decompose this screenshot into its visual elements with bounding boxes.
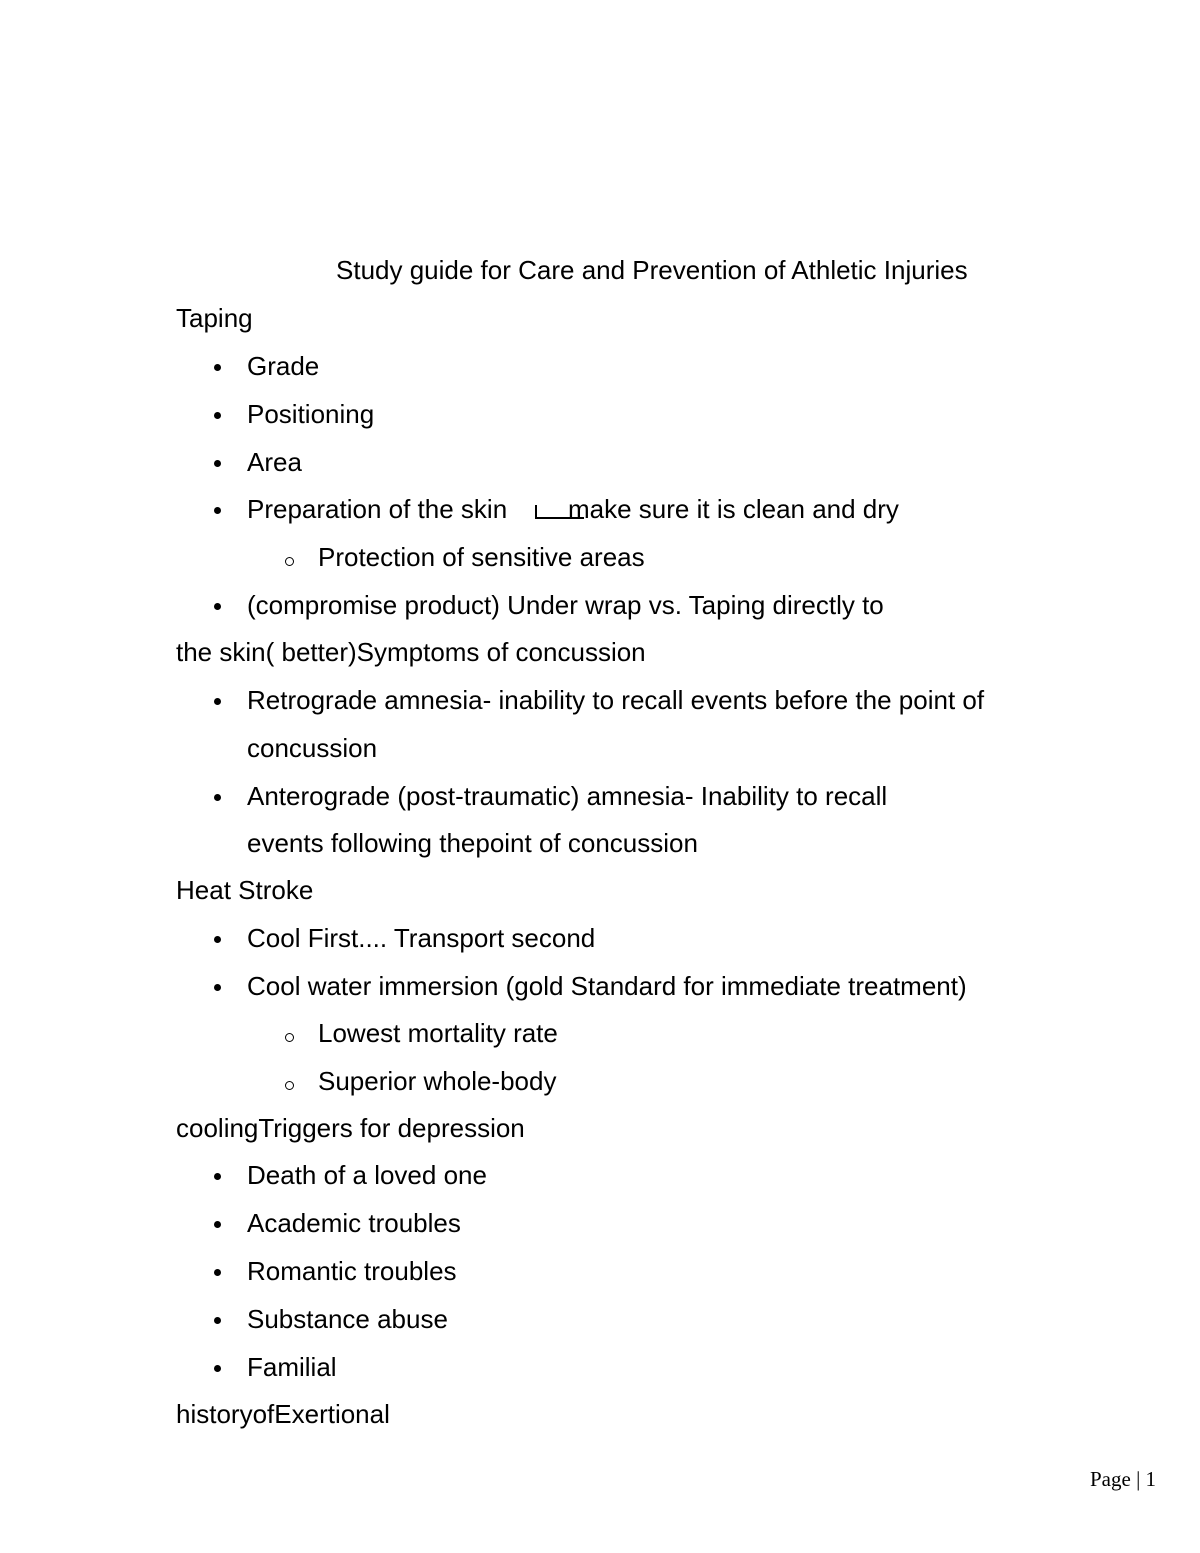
list-item-substance: Substance abuse [247,1304,448,1334]
list-item-familial: Familial [247,1352,337,1382]
list-item-anterograde: Anterograde (post-traumatic) amnesia- Inability to recall [247,781,888,811]
bullet-icon [214,412,221,419]
sub-item-mortality: Lowest mortality rate [318,1018,558,1048]
page-number: Page | 1 [1090,1467,1157,1491]
bullet-icon [214,794,221,801]
bullet-icon [214,1221,221,1228]
bullet-icon [214,698,221,705]
bullet-icon [214,936,221,943]
bullet-icon [214,460,221,467]
list-item-anterograde-cont: events following thepoint of concussion [247,828,698,858]
list-item-skin-prep: Preparation of the skin [247,494,508,524]
heading-taping: Taping [176,303,253,333]
bullet-icon [214,1317,221,1324]
paragraph-history-cont: historyofExertional [176,1399,390,1429]
document-title: Study guide for Care and Prevention of Athletic Injuries [336,255,968,285]
bullet-icon [214,364,221,371]
list-item-academic: Academic troubles [247,1208,461,1238]
paragraph-underwrap-cont: the skin( better)Symptoms of concussion [176,637,646,667]
list-item-underwrap: (compromise product) Under wrap vs. Taping directly to [247,590,884,620]
list-item-death: Death of a loved one [247,1160,487,1190]
list-item-retrograde-cont: concussion [247,733,378,763]
sub-item-protection: Protection of sensitive areas [318,542,645,572]
list-item-cool-first: Cool First.... Transport second [247,923,596,953]
list-item-retrograde: Retrograde amnesia- inability to recall events before the point of [247,685,985,715]
bullet-icon [214,603,221,610]
bullet-icon [214,1269,221,1276]
circle-bullet-icon [285,1033,294,1042]
list-item-grade: Grade [247,351,320,381]
list-item-cool-water: Cool water immersion (gold Standard for immediate treatment) [247,971,967,1001]
bullet-icon [214,507,221,514]
list-item-area: Area [247,447,302,477]
heading-heat-stroke: Heat Stroke [176,875,314,905]
list-item-skin-prep-detail: make sure it is clean and dry [568,494,899,524]
sub-item-whole-body: Superior whole-body [318,1066,557,1096]
list-item-positioning: Positioning [247,399,375,429]
list-item-romantic: Romantic troubles [247,1256,457,1286]
bullet-icon [214,1173,221,1180]
circle-bullet-icon [285,1081,294,1090]
paragraph-cooling-cont: coolingTriggers for depression [176,1113,525,1143]
circle-bullet-icon [285,557,294,566]
bullet-icon [214,1365,221,1372]
bullet-icon [214,984,221,991]
